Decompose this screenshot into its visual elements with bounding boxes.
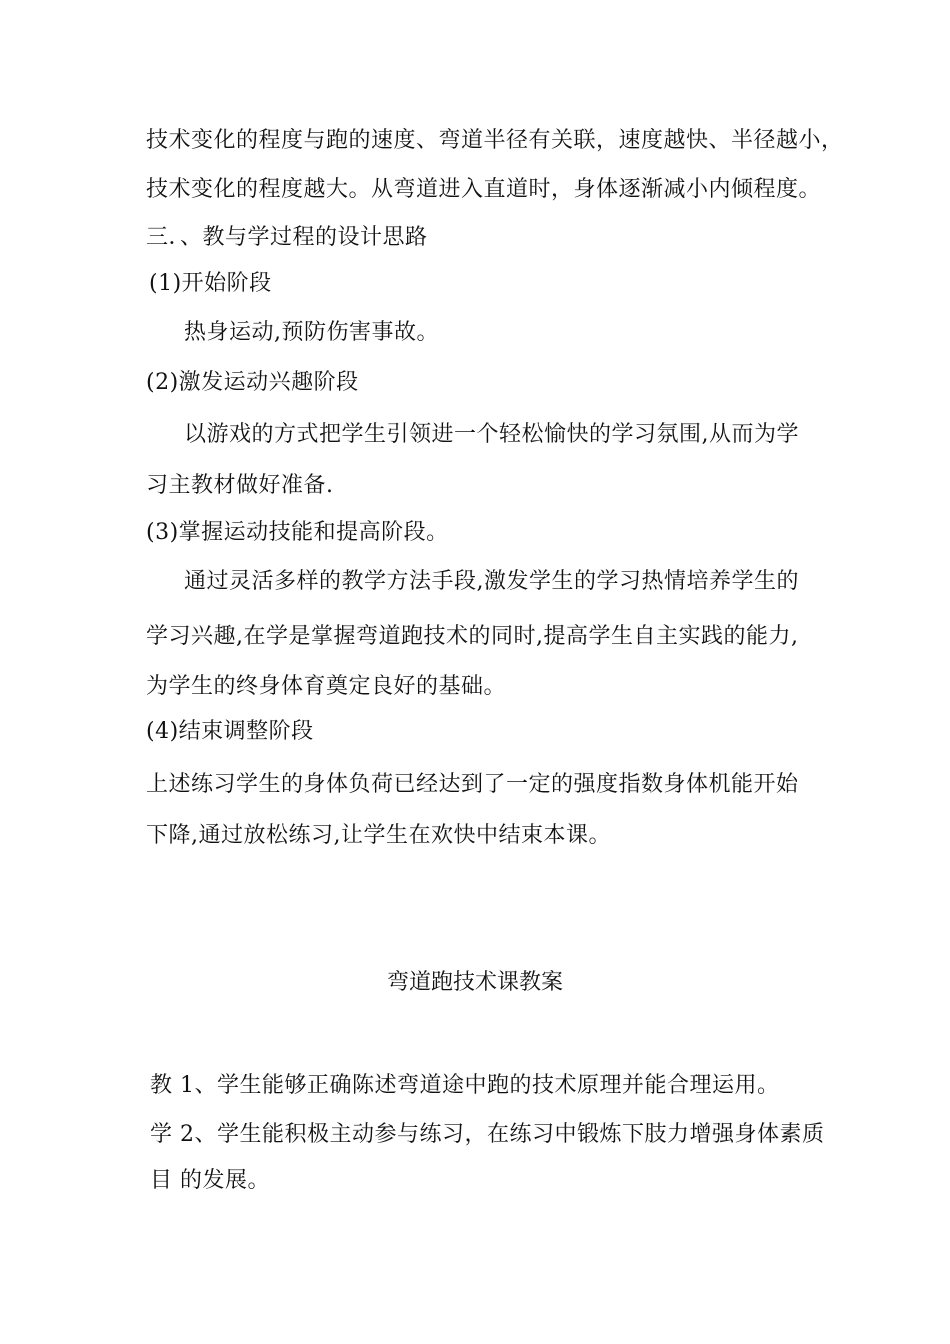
stage-heading: (1)开始阶段 — [149, 271, 272, 296]
paragraph-line: 热身运动,预防伤害事故。 — [184, 320, 439, 345]
paragraph-line: 为学生的终身体育奠定良好的基础。 — [146, 674, 507, 699]
section-heading: 三．、教与学过程的设计思路 — [146, 225, 428, 250]
lesson-title: 弯道跑技术课教案 — [386, 970, 563, 995]
paragraph-line: 以游戏的方式把学生引领进一个轻松愉快的学习氛围,从而为学 — [184, 422, 799, 447]
paragraph-line: 通过灵活多样的教学方法手段,激发学生的学习热情培养学生的 — [184, 569, 799, 594]
paragraph-line: 学习兴趣,在学是掌握弯道跑技术的同时,提高学生自主实践的能力, — [146, 624, 799, 649]
goal-line: 目 的发展。 — [150, 1168, 270, 1193]
paragraph-line: 技术变化的程度与跑的速度、弯道半径有关联，速度越快、半径越小， — [146, 128, 844, 153]
goal-line: 教 1、学生能够正确陈述弯道途中跑的技术原理并能合理运用。 — [150, 1073, 780, 1098]
stage-heading: (4)结束调整阶段 — [146, 719, 314, 744]
goal-line: 学 2、学生能积极主动参与练习，在练习中锻炼下肢力增强身体素质 — [150, 1122, 825, 1147]
paragraph-line: 下降,通过放松练习,让学生在欢快中结束本课。 — [146, 823, 611, 848]
stage-heading: (2)激发运动兴趣阶段 — [146, 370, 359, 395]
paragraph-line: 上述练习学生的身体负荷已经达到了一定的强度指数身体机能开始 — [146, 772, 799, 797]
stage-heading: (3)掌握运动技能和提高阶段。 — [146, 520, 449, 545]
paragraph-line: 技术变化的程度越大。从弯道进入直道时，身体逐渐减小内倾程度。 — [146, 177, 822, 202]
paragraph-line: 习主教材做好准备. — [146, 473, 334, 498]
